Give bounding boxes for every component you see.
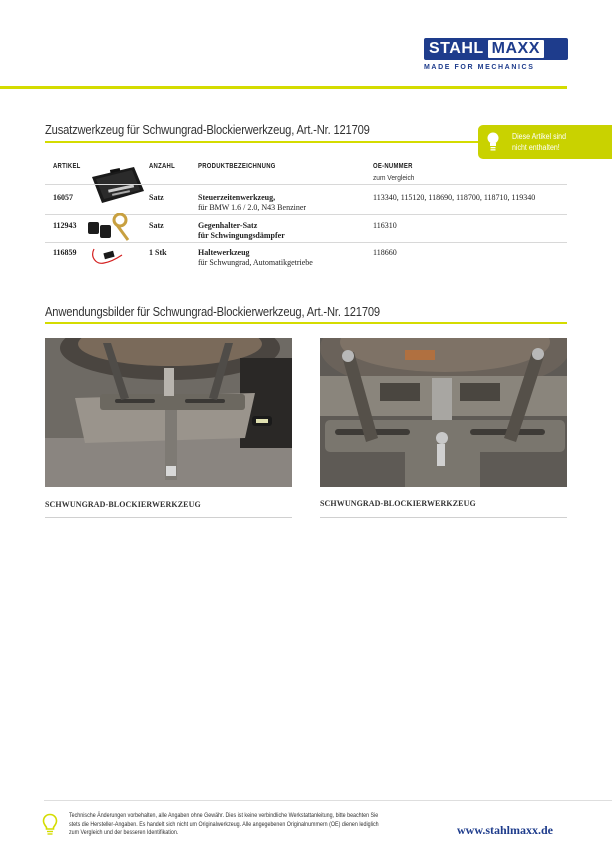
quantity: Satz xyxy=(149,221,164,230)
application-photo-1 xyxy=(45,338,292,487)
brand-tagline: MADE FOR MECHANICS xyxy=(424,64,535,71)
brand-logo xyxy=(424,38,568,60)
row-divider xyxy=(45,242,567,243)
disclaimer-line: Technische Änderungen vorbehalten, alle Angaben ohne Gewähr. Dies ist keine verbindliche Werkstattanleitung, bitte beachten Sie xyxy=(69,812,379,819)
product-name: Steuerzeitenwerkzeug, xyxy=(198,193,276,202)
row-divider xyxy=(45,184,567,185)
product-description: für BMW 1.6 / 2.0, N43 Benziner xyxy=(198,203,307,212)
footer-divider xyxy=(44,800,612,801)
quantity: Satz xyxy=(149,193,164,202)
product-description: für Schwungrad, Automatikgetriebe xyxy=(198,258,313,267)
disclaimer-line: stets die Hersteller-Angaben. Es handelt sich nicht um Originalwerkzeug. Alle angegebenen Originalnummern (OE) dienen lediglich xyxy=(69,820,379,828)
callout-line-1: Diese Artikel sind xyxy=(512,132,566,141)
not-included-callout xyxy=(478,125,612,159)
oe-numbers: 113340, 115120, 118690, 118700, 118710, 119340 xyxy=(373,193,536,202)
lightbulb-icon xyxy=(42,813,58,837)
col-header-oe-sub: zum Vergleich xyxy=(373,173,415,182)
oe-numbers: 118660 xyxy=(373,248,397,257)
section-divider xyxy=(45,322,567,324)
logo-text-maxx: MAXX xyxy=(488,40,544,58)
oe-numbers: 116310 xyxy=(373,221,397,230)
artikel-number: 116859 xyxy=(53,248,77,257)
website-link[interactable]: www.stahlmaxx.de xyxy=(457,823,554,837)
col-header-anzahl: ANZAHL xyxy=(149,163,175,170)
section-divider xyxy=(45,141,480,143)
counter-holder-set-image xyxy=(84,213,140,241)
lightbulb-icon xyxy=(487,132,499,152)
section-title-accessories: Zusatzwerkzeug für Schwungrad-Blockierwerkzeug, Art.-Nr. 121709 xyxy=(45,122,370,137)
photo-caption-1: SCHWUNGRAD-BLOCKIERWERKZEUG xyxy=(45,500,201,509)
footer-disclaimer xyxy=(69,812,379,838)
col-header-oe: OE-NUMMER xyxy=(373,163,413,170)
artikel-number: 112943 xyxy=(53,221,77,230)
callout-text xyxy=(512,131,566,153)
product-name: Gegenhalter-Satz xyxy=(198,221,258,230)
product-name: Haltewerkzeug xyxy=(198,248,250,257)
product-description: für Schwingungsdämpfer xyxy=(198,231,285,240)
quantity: 1 Stk xyxy=(149,248,167,257)
tool-case-image xyxy=(88,165,146,205)
caption-divider xyxy=(45,517,292,518)
caption-divider xyxy=(320,517,567,518)
callout-line-2: nicht enthalten! xyxy=(512,143,560,152)
artikel-number: 16057 xyxy=(53,193,73,202)
header-divider xyxy=(0,86,567,89)
flywheel-lock-photo-2 xyxy=(320,338,567,487)
section-title-application: Anwendungsbilder für Schwungrad-Blockierwerkzeug, Art.-Nr. 121709 xyxy=(45,304,380,319)
holding-tool-image xyxy=(90,245,124,267)
disclaimer-line: zum Vergleich und der besseren Identifikation. xyxy=(69,829,179,837)
photo-caption-2: SCHWUNGRAD-BLOCKIERWERKZEUG xyxy=(320,499,476,508)
col-header-produkt: PRODUKTBEZEICHNUNG xyxy=(198,163,276,170)
flywheel-lock-photo-1 xyxy=(45,338,292,487)
logo-text-stahl: STAHL xyxy=(429,40,484,57)
application-photo-2 xyxy=(320,338,567,487)
col-header-artikel: ARTIKEL xyxy=(53,163,81,170)
